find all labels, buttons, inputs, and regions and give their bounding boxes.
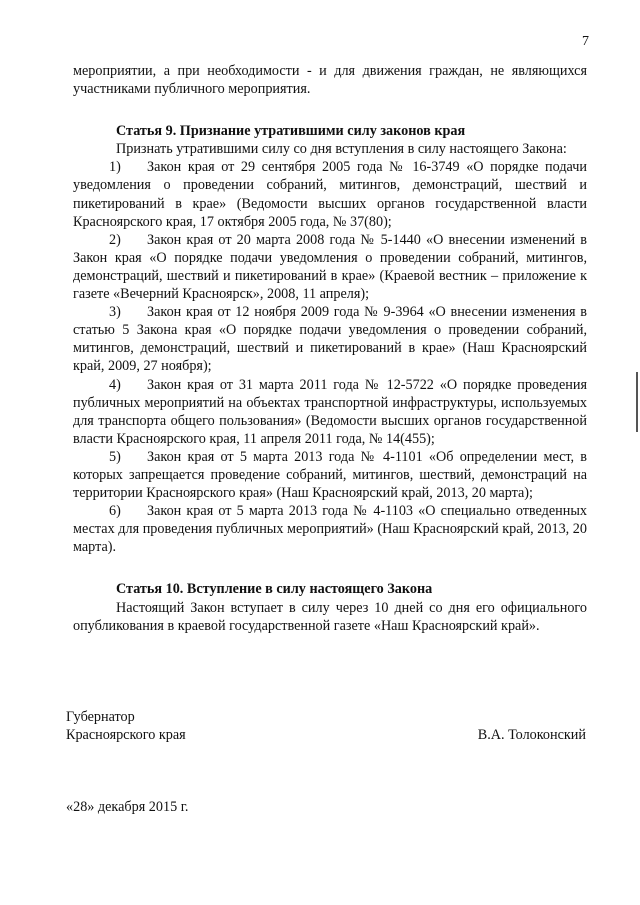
list-item <box>73 231 587 303</box>
signatory-title-line2: Красноярского края <box>66 727 186 744</box>
item-text: Закон края от 12 ноября 2009 года № 9-3964 «О внесении изменения в статью 5 Закона края «О порядке подачи уведомления о проведении собраний, митингов, демонстраций, шествий и пикетирований в крае» (Наш Красноярский край, 2009, 27 ноября); <box>73 304 587 375</box>
signing-date: «28» декабря 2015 г. <box>66 799 189 815</box>
article-10-heading: Статья 10. Вступление в силу настоящего Закона <box>116 581 433 598</box>
item-number: 5) <box>109 448 121 465</box>
item-text: Закон края от 29 сентября 2005 года № 16-3749 «О порядке подачи уведомления о проведении собраний, митингов, демонстраций, шествий и пикетирований в крае» (Ведомости высших органов государственной власти Красноярского края, 17 октября 2005 года, № 37(80); <box>73 159 587 230</box>
item-text: Закон края от 5 марта 2013 года № 4-1103 «О специально отведенных местах для проведения публичных мероприятий» (Наш Красноярский край, 2013, 20 марта). <box>73 503 587 556</box>
item-text: Закон края от 20 марта 2008 года № 5-1440 «О внесении изменений в Закон края «О порядке подачи уведомления о проведении собраний, митингов, демонстраций, шествий и пикетирований в крае» (Краевой вестник – приложение к газете «Вечерний Красноярск», 2008, 11 апреля); <box>73 231 587 303</box>
item-number: 4) <box>109 376 121 393</box>
item-number: 6) <box>109 503 121 520</box>
item-text: Закон края от 31 марта 2011 года № 12-5722 «О порядке проведения публичных мероприятий на объектах транспортной инфраструктуры, используемых для транспорта общего пользования» (Ведомости высших органов государственной власти Красноярского края, 11 апреля 2011 года, № 14(455); <box>73 376 587 447</box>
article-10-text: Настоящий Закон вступает в силу через 10 дней со дня его официального опубликования в краевой государственной газете «Наш Красноярский край». <box>73 599 587 634</box>
continuation-paragraph: мероприятии, а при необходимости - и для движения граждан, не являющихся участниками публичного мероприятия. <box>73 63 587 98</box>
signatory-name: В.А. Толоконский <box>477 727 586 744</box>
scan-margin-mark <box>636 372 638 432</box>
page-number: 7 <box>582 34 589 49</box>
list-item <box>73 158 587 230</box>
document-body <box>73 62 587 635</box>
item-number: 2) <box>109 231 121 248</box>
article-9-heading: Статья 9. Признание утратившими силу законов края <box>116 123 466 140</box>
item-number: 1) <box>109 159 121 176</box>
item-number: 3) <box>109 304 121 321</box>
list-item <box>73 376 587 448</box>
article-9-intro: Признать утратившими силу со дня вступления в силу настоящего Закона: <box>116 141 567 158</box>
signatory-title-line1: Губернатор <box>66 709 135 725</box>
signature-block <box>66 708 586 745</box>
item-text: Закон края от 5 марта 2013 года № 4-1101 «Об определении мест, в которых запрещается проведение собраний, митингов, шествий, демонстраций на территории Красноярского края» (Наш Красноярский край, 2013, 20 марта); <box>73 448 587 502</box>
list-item <box>73 303 587 375</box>
list-item <box>73 502 587 556</box>
list-item <box>73 448 587 502</box>
